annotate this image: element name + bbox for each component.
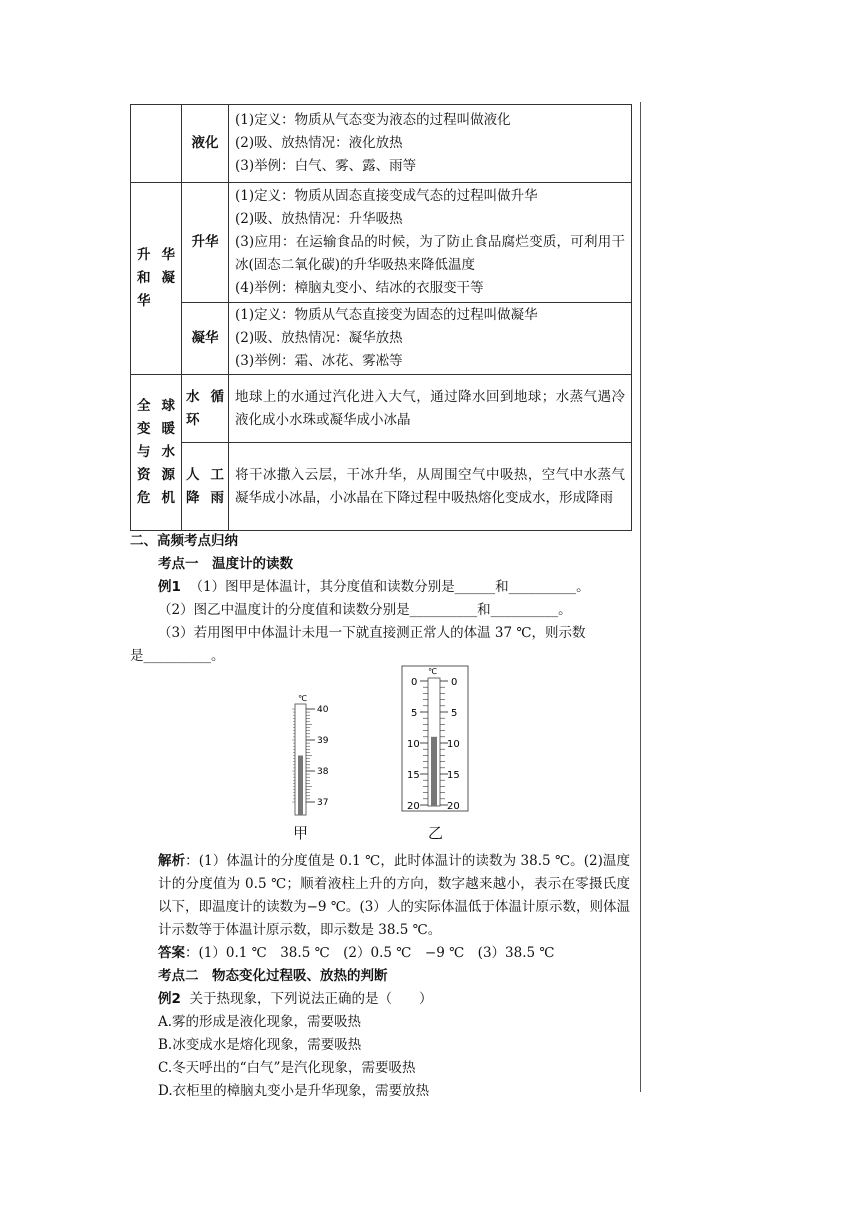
example-question	[130, 988, 630, 1011]
category-cell: 升华和凝华	[131, 183, 182, 375]
content-line: (4)举例：樟脑丸变小、结冰的衣服变干等	[235, 280, 484, 296]
category-cell: 全球变暖与水资源危机	[131, 375, 182, 531]
subcategory-cell: 人工降雨	[182, 443, 229, 531]
content-line: (1)定义：物质从气态变为液态的过程叫做液化	[235, 112, 511, 128]
analysis-paragraph	[130, 850, 630, 942]
question-text: （3）若用图甲中体温计未甩一下就直接测正常人的体温 37 ℃，则示数	[158, 625, 586, 641]
thermometer-figure	[262, 662, 502, 848]
content-line: (3)举例：霜、冰花、雾凇等	[235, 353, 403, 369]
unit-label: ℃	[428, 667, 437, 676]
tick-label-right: 0	[451, 677, 458, 688]
liquid-column	[431, 737, 437, 806]
content-line: (2)吸、放热情况：液化放热	[235, 135, 403, 151]
question-text: （2）图乙中温度计的分度值和读数分别是__________和__________。	[158, 602, 572, 618]
content-line: (3)举例：白气、雾、露、雨等	[235, 158, 417, 174]
tick-label-right: 15	[447, 770, 460, 781]
content-line: 将干冰撒入云层，干冰升华，从周围空气中吸热，空气中水蒸气凝华成小冰晶，小冰晶在下降过程中吸热熔化变成水，形成降雨	[235, 466, 625, 506]
category-cell-empty	[131, 105, 182, 183]
content-cell	[229, 183, 632, 303]
answer-text: ：(1）0.1 ℃ 38.5 ℃ (2）0.5 ℃ −9 ℃ (3）38.5 ℃	[185, 945, 555, 961]
figure-caption-yi: 乙	[428, 824, 444, 842]
table-row	[131, 105, 632, 183]
table-row	[131, 303, 632, 375]
question-text: 关于热现象，下列说法正确的是（ ）	[189, 991, 433, 1007]
key-point-title: 考点二 物态变化过程吸、放热的判断	[158, 968, 388, 984]
tick-label-right: 5	[451, 708, 458, 719]
content-line: (1)定义：物质从气态直接变为固态的过程叫做凝华	[235, 307, 538, 323]
content-line: (2)吸、放热情况：凝华放热	[235, 330, 403, 346]
key-point-title: 考点一 温度计的读数	[158, 556, 293, 572]
tick-label-right: 10	[447, 739, 460, 750]
subcategory-cell: 液化	[182, 105, 229, 183]
tick-label: 38	[317, 767, 329, 777]
option-item: C.冬天呼出的“白气”是汽化现象，需要吸热	[158, 1060, 416, 1076]
subcategory-cell: 水循环	[182, 375, 229, 443]
question-text: 是__________。	[130, 648, 225, 664]
summary-table	[130, 104, 632, 531]
figure-caption-jia: 甲	[293, 824, 309, 842]
tick-label: 39	[317, 736, 329, 746]
example-label: 例1	[158, 579, 181, 595]
subcategory-cell: 凝华	[182, 303, 229, 375]
table-row	[131, 183, 632, 303]
clinical-thermometer-jia	[292, 694, 329, 815]
tick-label-left: 10	[407, 739, 420, 750]
section-heading: 二、高频考点归纳	[130, 533, 238, 549]
answer-line	[130, 942, 630, 965]
table-row	[131, 443, 632, 531]
analysis-text: ：(1）体温计的分度值是 0.1 ℃，此时体温计的读数为 38.5 ℃。(2)温度计的分度值为 0.5 ℃；顺着液柱上升的方向，数字越来越小，表示在零摄氏度以下，即温度计的读数为−9 ℃。(3）人的实际体温低于体温计原示数，则体温计示数等于体温计原示数，即示数是 38.5 ℃。	[158, 853, 631, 938]
answer-label: 答案	[158, 945, 185, 961]
content-line: (3)应用：在运输食品的时候，为了防止食品腐烂变质，可利用干冰(固态二氧化碳)的升华吸热来降低温度	[235, 234, 625, 273]
table-row	[131, 375, 632, 443]
thermometers-svg	[262, 662, 502, 848]
option-item: D.衣柜里的樟脑丸变小是升华现象，需要放热	[158, 1083, 430, 1099]
content-cell	[229, 375, 632, 443]
thermometer-yi	[402, 666, 468, 812]
content-cell	[229, 443, 632, 531]
subcategory-cell: 升华	[182, 183, 229, 303]
content-cell	[229, 303, 632, 375]
section-two	[130, 530, 630, 668]
tick-label-left: 15	[407, 770, 420, 781]
tick-label-left: 0	[411, 677, 418, 688]
analysis-block	[130, 850, 630, 1103]
analysis-label: 解析	[158, 853, 186, 869]
tick-label: 37	[317, 798, 329, 808]
content-line: 地球上的水通过汽化进入大气，通过降水回到地球；水蒸气遇冷液化成小水珠或凝华成小冰晶	[235, 388, 625, 428]
page-margin-rule	[640, 102, 641, 1092]
option-item: A.雾的形成是液化现象，需要吸热	[158, 1014, 362, 1030]
tick-label-right: 20	[447, 801, 460, 812]
option-item: B.冰变成水是熔化现象，需要吸热	[158, 1037, 362, 1053]
unit-label: ℃	[298, 694, 307, 703]
question-text: （1）图甲是体温计，其分度值和读数分别是______和__________。	[189, 579, 590, 595]
content-line: (2)吸、放热情况：升华吸热	[235, 211, 403, 227]
liquid-column	[298, 756, 303, 816]
example-question	[130, 576, 630, 599]
content-line: (1)定义：物质从固态直接变成气态的过程叫做升华	[235, 188, 538, 204]
content-cell	[229, 105, 632, 183]
tick-label: 40	[317, 705, 329, 715]
example-label: 例2	[158, 991, 181, 1007]
tick-label-left: 5	[411, 708, 418, 719]
tick-label-left: 20	[407, 801, 420, 812]
